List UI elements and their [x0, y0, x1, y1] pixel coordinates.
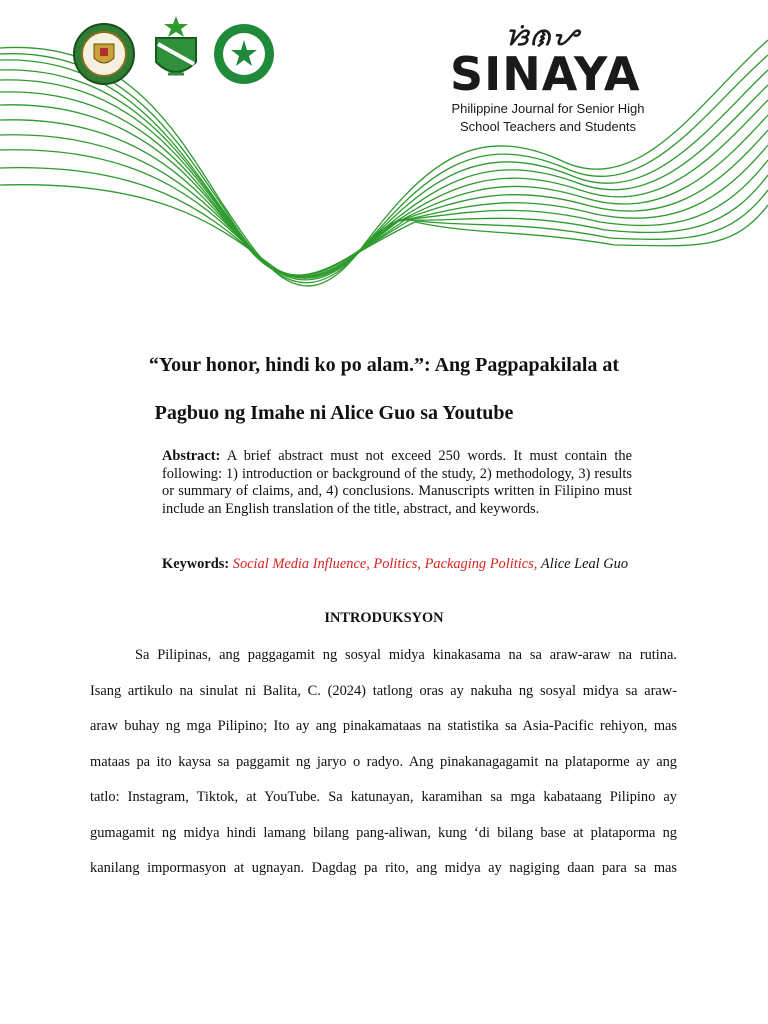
body-line: Isang artikulo na sinulat ni Balita, C. (2024) tatlong oras ay nakuha ng sosyal midya sa araw- [90, 683, 677, 699]
section-heading-introduction: INTRODUKSYON [324, 610, 444, 626]
brand-name: SINAYA [450, 47, 641, 101]
brand-subtitle-line1: Philippine Journal for Senior High [451, 101, 645, 116]
body-line: kanilang impormasyon at ugnayan. Dagdag pa rito, ang midya ay nagiging daan para sa mas [90, 860, 677, 876]
shield-crest-logo [144, 14, 208, 86]
brand-script: ᜐᜒᜈᜌ [506, 22, 580, 51]
paper-title-line1: “Your honor, hindi ko po alam.”: Ang Pagpapakilala at [148, 354, 620, 376]
body-line: araw buhay ng mga Pilipino; Ito ay ang pinakamataas na statistika sa Asia-Pacific rehiyon, mas [90, 718, 677, 734]
body-line: mataas pa ito kaysa sa paggamit ng jaryo o radyo. Ang pinakanagagamit na plataporme ay ang [90, 754, 677, 770]
body-line: Sa Pilipinas, ang paggagamit ng sosyal midya kinakasama na sa araw-araw na rutina. [135, 647, 677, 663]
university-seal-logo [212, 22, 276, 86]
keywords-highlighted: Social Media Influence, Politics, Packaging Politics, [232, 556, 538, 572]
abstract-label: Abstract: [162, 448, 221, 464]
body-line: gumagamit ng midya hindi lamang bilang pang-aliwan, kung ‘di bilang base at plataporma ng [90, 825, 677, 841]
journal-brand [450, 20, 680, 136]
brand-subtitle-line2: School Teachers and Students [459, 119, 637, 134]
school-seal-logo [72, 22, 136, 86]
journal-header [0, 0, 768, 330]
body-line: tatlo: Instagram, Tiktok, at YouTube. Sa katunayan, karamihan sa mga kabataang Pilipino ay [90, 789, 677, 805]
keywords-paragraph [162, 556, 632, 574]
paper-title-line2: Pagbuo ng Imahe ni Alice Guo sa Youtube [154, 402, 514, 424]
abstract-paragraph [162, 448, 632, 518]
keywords-plain: Alice Leal Guo [540, 556, 629, 572]
keywords-label: Keywords: [162, 556, 230, 572]
abstract-text: A brief abstract must not exceed 250 words. It must contain the following: 1) introduction or background of the study, 2) methodology, 3) results or summary of claims, and, 4) conclusions. Manuscripts written in Filipino must include an English translation of the title, abstract, and keywords. [162, 448, 632, 517]
